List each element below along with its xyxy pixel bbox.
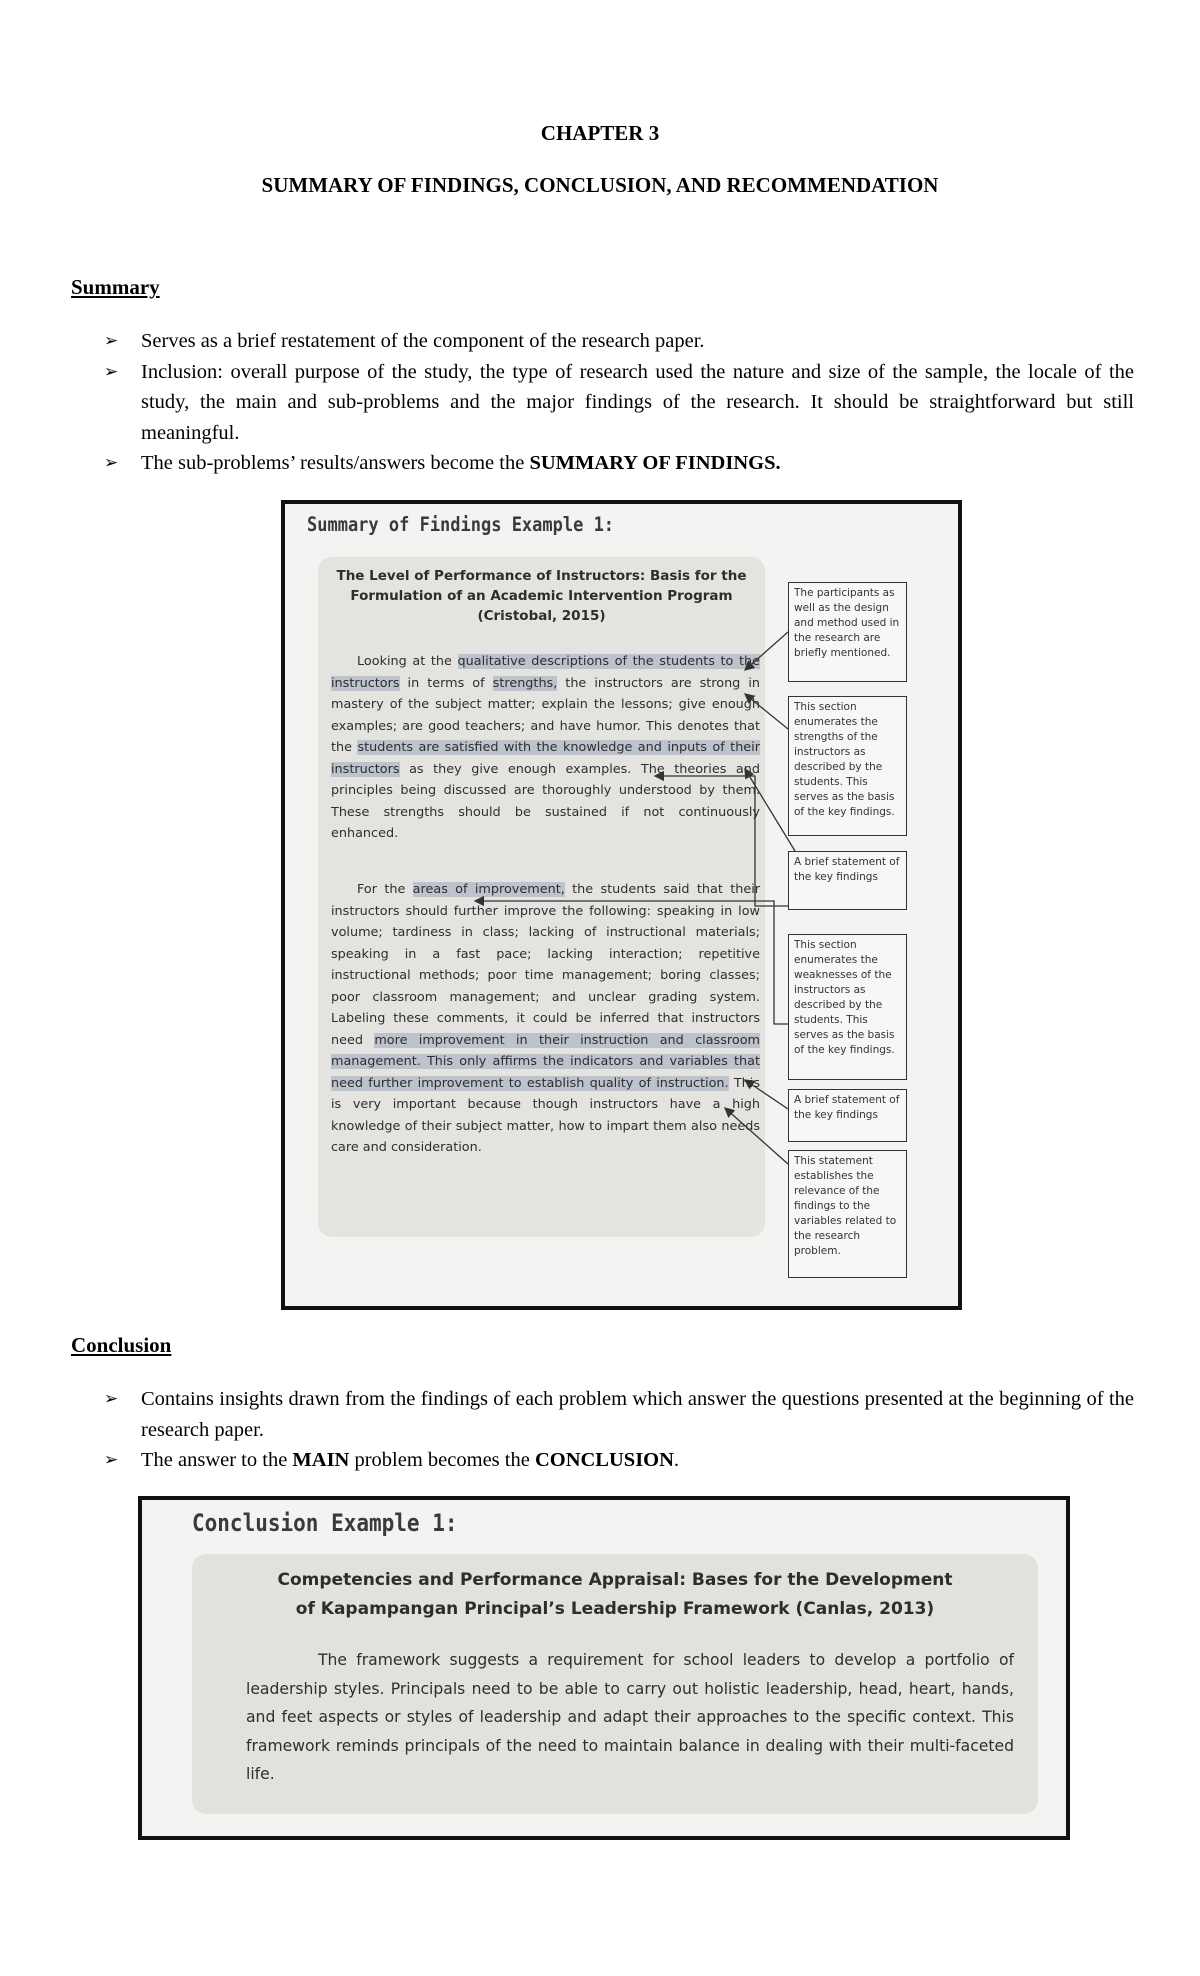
highlighted-text: strengths, [492,675,558,691]
text-run: the students said that their instructors should further improve the following: speaking in low volume; tardiness in class; lacking of instructional materials; speaking in a fast pace; lacking interaction; repetitive instructional methods; poor time management; boring classes; poor classroom management; and unclear grading system. Labeling these comments, it could be inferred that instructors need [331,882,761,1048]
arrow-line [725,1108,788,1164]
bullet-text: . [673,1449,680,1471]
bullet-text: Serves as a brief restatement of the component of the research paper. [141,330,705,352]
arrow-line [745,632,788,670]
example-title-line: Competencies and Performance Appraisal: Bases for the Development [277,1570,953,1590]
example-title-line: The Level of Performance of Instructors: Basis for the [336,568,747,584]
annotation-note: This section enumerates the weaknesses of the instructors as described by the students. This serves as the basis of the key findings. [788,934,907,1080]
arrow-bullet-icon: ➢ [104,453,119,473]
annotation-note: The participants as well as the design and method used in the research are briefly mentioned. [788,582,907,682]
example-paragraph [246,1646,1014,1789]
figure-title: Summary of Findings Example 1: [307,513,615,537]
arrow-bullet-icon: ➢ [104,361,119,382]
annotation-note: This statement establishes the relevance of the findings to the variables related to the research problem. [788,1150,907,1278]
summary-bullet-list [104,326,1134,479]
list-item [104,448,1134,479]
chapter-label: CHAPTER 3 [540,121,660,145]
example-citation: (Cristobal, 2015) [477,608,606,624]
arrow-line [745,1080,788,1109]
text-run: Looking at the [357,654,458,669]
summary-example-figure [281,500,962,1310]
figure-title: Conclusion Example 1: [192,1509,458,1537]
highlighted-text: qualitative descriptions of the students to the instructors [331,654,760,691]
annotation-arrows [285,504,958,1306]
arrow-line [475,901,788,1024]
list-item [104,1445,1134,1476]
annotation-note: A brief statement of the key findings [788,851,907,910]
bullet-text: The sub-problems’ results/answers become the [141,452,530,474]
annotation-note: A brief statement of the key findings [788,1089,907,1142]
bullet-text: problem becomes the [349,1449,535,1471]
text-run: This is very important because though instructors have a high knowledge of their subject matter, how to impart them also needs care and consideration. [331,1075,760,1155]
bullet-text: The answer to the [141,1449,293,1471]
list-item [104,1384,1134,1445]
arrow-bullet-icon: ➢ [104,1450,119,1470]
text-run: For the [357,882,413,897]
summary-heading: Summary [71,275,160,299]
bullet-bold-text: CONCLUSION [534,1449,674,1471]
bullet-bold-text: MAIN [292,1449,350,1471]
bullet-text: Contains insights drawn from the findings of each problem which answer the questions presented at the beginning of the research paper. [141,1388,1134,1441]
arrow-line [745,769,795,851]
conclusion-bullet-list [104,1384,1134,1476]
bullet-bold-text: SUMMARY OF FINDINGS. [529,452,781,474]
annotation-note: This section enumerates the strengths of the instructors as described by the students. This serves as the basis of the key findings. [788,696,907,836]
conclusion-example-figure [138,1496,1070,1840]
text-run: The framework suggests a requirement for school leaders to develop a portfolio of leadership styles. Principals need to be able to carry out holistic leadership, head, heart, hands, and feet aspects or styles of leadership and adapt their approaches to the specific context. This framework reminds principals of the need to maintain balance in dealing with their multi-faceted life. [246,1651,1014,1783]
arrow-line [655,776,788,906]
arrow-line [745,694,788,729]
text-run: the instructors are strong in mastery of the subject matter; explain the lessons; give enough examples; are good teachers; and have humor. This denotes that the [331,675,760,755]
list-item [104,326,1134,357]
list-item [104,357,1134,449]
arrow-bullet-icon: ➢ [104,1389,119,1409]
highlighted-text: students are satisfied with the knowledge and inputs of their instructors [331,740,760,777]
highlighted-text: more improvement in their instruction and classroom management. This only affirms the indicators and variables that need further improvement to establish quality of instruction. [331,1032,760,1091]
bullet-text: Inclusion: overall purpose of the study, the type of research used the nature and size of the sample, the locale of the study, the main and sub-problems and the major findings of the research. It should be straightforward but still meaningful. [141,360,1134,444]
example-title-line: Formulation of an Academic Intervention Program [350,588,733,604]
example-title-line: of Kapampangan Principal’s Leadership Framework (Canlas, 2013) [295,1599,935,1619]
arrow-bullet-icon: ➢ [104,331,119,351]
text-run: as they give enough examples. The theories and principles being discussed are thoroughly understood by them. These strengths should be sustained if not continuously enhanced. [331,761,760,841]
chapter-title: SUMMARY OF FINDINGS, CONCLUSION, AND RECOMMENDATION [261,173,939,197]
conclusion-heading: Conclusion [71,1333,172,1357]
highlighted-text: areas of improvement, [412,882,565,897]
text-run: in terms of [399,675,493,691]
example-title [202,1566,1028,1624]
